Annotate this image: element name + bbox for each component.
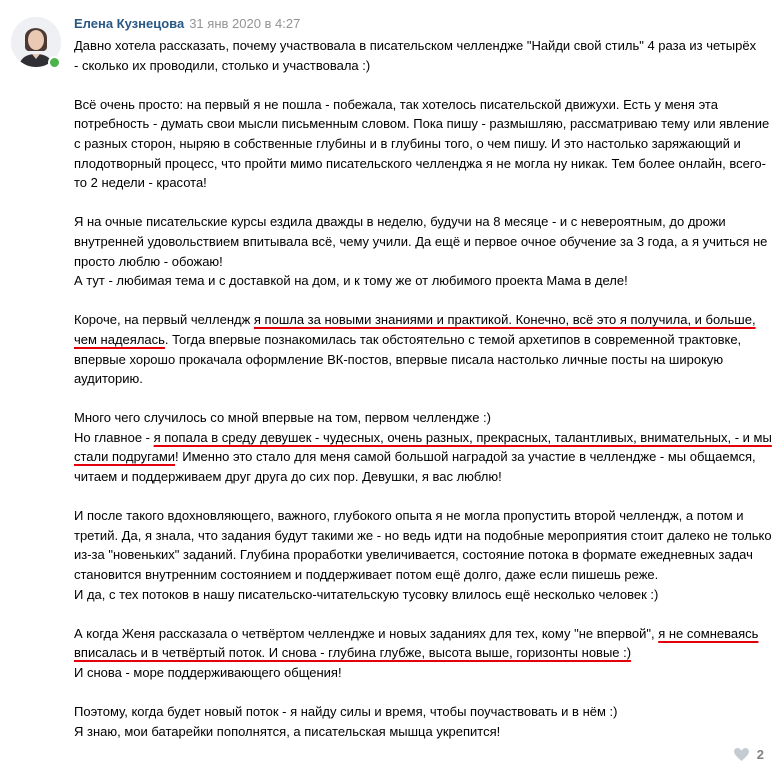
text-segment: Но главное -: [74, 429, 154, 445]
heart-icon: [734, 748, 749, 761]
text-segment: . Тогда впервые познакомилась так обстоятельно с темой архетипов в современной трактовке, впервые хорошо прокачала оформление ВК-постов, впервые писала настолько личные посты на широкую аудиторию.: [74, 331, 742, 387]
text-line: Поэтому, когда будет новый поток - я найду силы и время, чтобы поучаствовать и в нём :): [74, 704, 618, 720]
text-line: А тут - любимая тема и с доставкой на дом, и к тому же от любимого проекта Мама в деле!: [74, 273, 628, 289]
paragraph-gap: [74, 75, 774, 95]
paragraph-gap: [74, 193, 774, 213]
paragraph-gap: [74, 604, 774, 624]
paragraph-gap: [74, 683, 774, 703]
text-segment: А когда Женя рассказала о четвёртом челлендже и новых заданиях для тех, кому "не впервой",: [74, 625, 659, 641]
text-line: - сколько их проводили, столько и участвовала :): [74, 57, 371, 73]
likes-count: 2: [756, 747, 764, 762]
highlighted-text: я попала в среду девушек - чудесных, очень разных, прекрасных, талантливых, внимательных, - и мы стали подругами: [74, 429, 772, 465]
text-line: [74, 624, 774, 663]
paragraph-gap: [74, 389, 774, 409]
text-line: [74, 310, 774, 388]
text-line: Я на очные писательские курсы ездила дважды в неделю, будучи на 8 месяце - и с невероятным, до дрожи внутренней удовольствием впитывала всё, чему учили. Да ещё и первое очное обучение за 3 года, а я учиться не просто люблю - обожаю!: [74, 214, 768, 269]
highlighted-text: я не сомневаясь вписалась и в четвёртый поток. И снова - глубина глубже, высота выше, горизонты новые :): [74, 625, 759, 661]
paragraph-gap: [74, 291, 774, 311]
highlighted-text: я пошла за новыми знаниями и практикой. Конечно, всё это я получила, и больше, чем надеялась: [74, 312, 756, 347]
post-text: [74, 36, 774, 741]
text-segment: Короче, на первый челлендж: [74, 312, 254, 328]
text-line: [74, 428, 774, 487]
text-segment: ! Именно это стало для меня самой большой наградой за участие в челлендже - мы общаемся, читаем и поддерживаем друг друга до сих пор. Девушки, я вас люблю!: [74, 449, 756, 485]
paragraph-gap: [74, 487, 774, 507]
text-line: Много чего случилось со мной впервые на том, первом челлендже :): [74, 410, 491, 426]
like-button[interactable]: [734, 747, 764, 762]
author-name[interactable]: Елена Кузнецова: [74, 16, 185, 31]
post-header: [74, 15, 300, 33]
text-line: И да, с тех потоков в нашу писательско-читательскую тусовку влилось ещё несколько человек :): [74, 586, 659, 602]
text-line: И снова - море поддерживающего общения!: [74, 665, 342, 680]
text-line: И после такого вдохновляющего, важного, глубокого опыта я не могла пропустить второй челлендж, а потом и третий. Да, я знала, что задания будут такими же - но ведь идти на подобные мероприятия стоит далеко не только из-за "новеньких" заданий. Глубина проработки увеличивается, состояние потока в формате ежедневных задач становится внутренним состоянием и поддерживает потом ещё долго, даже если пишешь реже.: [74, 508, 772, 583]
text-line: Я знаю, мои батарейки пополнятся, а писательская мышца укрепится!: [74, 723, 501, 739]
text-line: Давно хотела рассказать, почему участвовала в писательском челлендже "Найди свой стиль" 4 раза из четырёх: [74, 38, 757, 53]
post-date[interactable]: 31 янв 2020 в 4:27: [189, 16, 301, 31]
text-line: Всё очень просто: на первый я не пошла - побежала, так хотелось писательской движухи. Есть у меня эта потребность - думать свои мысли письменным словом. Пока пишу - размышляю, рассматриваю тему или явление с разных сторон, ныряю в собственные глубины и в глубины того, о чем пишу. И это настолько заряжающий и плодотворный процесс, что пройти мимо писательского челленджа я не могла ну никак. Тем более онлайн, всего-то 2 недели - красота!: [74, 96, 770, 191]
online-status-dot: [48, 56, 61, 69]
